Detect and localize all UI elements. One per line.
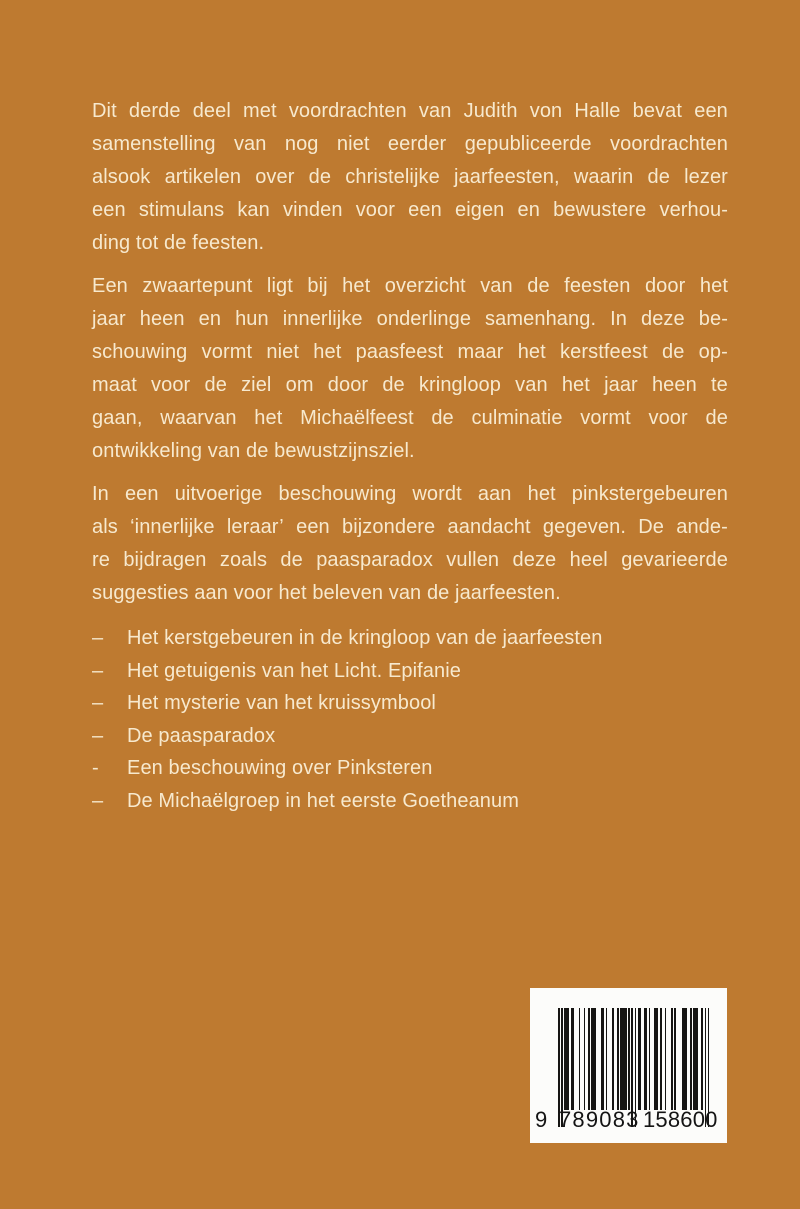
text-line: Een zwaartepunt ligt bij het overzicht van de feesten door het bbox=[92, 275, 728, 297]
contents-item bbox=[92, 785, 728, 818]
dash-bullet: - bbox=[92, 757, 99, 779]
contents-item bbox=[92, 687, 728, 720]
contents-item-label: Het kerstgebeuren in de kringloop van de jaarfeesten bbox=[127, 627, 603, 649]
contents-item-label: Het getuigenis van het Licht. Epifanie bbox=[127, 659, 462, 682]
dash-bullet: – bbox=[92, 724, 104, 747]
barcode-right-group: 158600 bbox=[643, 1107, 718, 1132]
text-line: jaar heen en hun innerlijke onderlinge samenhang. In deze be- bbox=[92, 308, 728, 330]
paragraph-3 bbox=[92, 478, 728, 610]
text-line: In een uitvoerige beschouwing wordt aan het pinkstergebeuren bbox=[92, 483, 728, 505]
contents-item bbox=[92, 622, 728, 655]
contents-item-label: De paasparadox bbox=[127, 724, 276, 747]
isbn-barcode bbox=[530, 988, 727, 1143]
dash-bullet: – bbox=[92, 659, 104, 682]
text-line: ding tot de feesten. bbox=[92, 232, 265, 254]
text-line: samenstelling van nog niet eerder gepubliceerde voordrachten bbox=[92, 133, 728, 155]
dash-bullet: – bbox=[92, 789, 104, 812]
contents-item bbox=[92, 752, 728, 785]
text-line: een stimulans kan vinden voor een eigen en bewustere verhou- bbox=[92, 199, 728, 221]
text-line: ontwikkeling van de bewustzijnsziel. bbox=[92, 440, 415, 462]
text-line: alsook artikelen over de christelijke jaarfeesten, waarin de lezer bbox=[92, 166, 728, 188]
back-cover-text bbox=[92, 95, 728, 817]
contents-list bbox=[92, 622, 728, 817]
text-line: Dit derde deel met voordrachten van Judith von Halle bevat een bbox=[92, 100, 728, 122]
dash-bullet: – bbox=[92, 627, 104, 649]
text-line: gaan, waarvan het Michaëlfeest de culminatie vormt voor de bbox=[92, 407, 728, 429]
contents-item bbox=[92, 720, 728, 753]
text-line: maat voor de ziel om door de kringloop van het jaar heen te bbox=[92, 374, 728, 396]
contents-item-label: De Michaëlgroep in het eerste Goetheanum bbox=[127, 789, 520, 812]
barcode-left-group: 789083 bbox=[559, 1107, 640, 1132]
contents-item bbox=[92, 655, 728, 688]
paragraph-2 bbox=[92, 270, 728, 468]
blurb bbox=[92, 95, 728, 610]
paragraph-1 bbox=[92, 95, 728, 260]
contents-item-label: Het mysterie van het kruissymbool bbox=[127, 692, 436, 714]
text-line: schouwing vormt niet het paasfeest maar het kerstfeest de op- bbox=[92, 341, 728, 363]
text-line: suggesties aan voor het beleven van de jaarfeesten. bbox=[92, 582, 561, 604]
contents-item-label: Een beschouwing over Pinksteren bbox=[127, 757, 433, 779]
barcode-first-digit: 9 bbox=[535, 1107, 548, 1132]
text-line: re bijdragen zoals de paasparadox vullen deze heel gevarieerde bbox=[92, 549, 728, 571]
dash-bullet: – bbox=[92, 692, 104, 714]
text-line: als ‘innerlijke leraar’ een bijzondere aandacht gegeven. De ande- bbox=[92, 516, 728, 538]
